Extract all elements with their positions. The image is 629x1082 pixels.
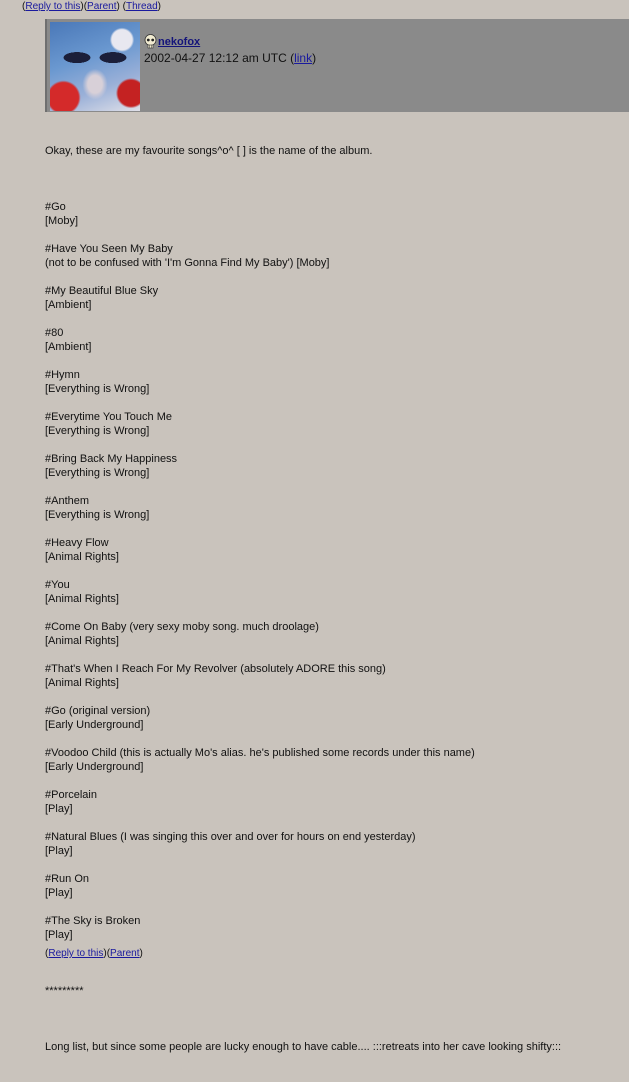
song-list: [45, 200, 625, 942]
song-item: [45, 620, 625, 648]
top-comment-links: (Reply to this)(Parent) (Thread): [22, 1, 161, 12]
song-item: [45, 536, 625, 564]
song-item: [45, 578, 625, 606]
song-item: [45, 830, 625, 858]
song-album: [Play]: [45, 887, 73, 899]
bottom-comment-links: (Reply to this)(Parent): [45, 948, 143, 959]
song-title: #Go (original version): [45, 705, 151, 717]
comment-date: 2002-04-27 12:12 am UTC (link): [144, 51, 317, 65]
parent-link[interactable]: Parent: [87, 1, 117, 12]
song-item: [45, 452, 625, 480]
song-album: [Animal Rights]: [45, 635, 119, 647]
song-title: #Go: [45, 201, 66, 213]
song-title: #Hymn: [45, 369, 80, 381]
song-album: [Moby]: [45, 215, 79, 227]
song-item: [45, 788, 625, 816]
song-title: #You: [45, 579, 70, 591]
song-item: [45, 914, 625, 942]
song-title: #Anthem: [45, 495, 90, 507]
song-item: [45, 704, 625, 732]
song-item: [45, 242, 625, 270]
song-album: [Play]: [45, 803, 73, 815]
song-album: [Early Underground]: [45, 719, 144, 731]
song-item: [45, 326, 625, 354]
song-item: [45, 872, 625, 900]
comment-header: [45, 19, 629, 112]
parent-link-bottom[interactable]: Parent: [110, 948, 140, 959]
song-item: [45, 200, 625, 228]
song-album: [Animal Rights]: [45, 551, 119, 563]
date-text: 2002-04-27 12:12 am UTC: [144, 51, 287, 65]
skull-user-icon[interactable]: [144, 34, 157, 50]
song-album: [Ambient]: [45, 299, 92, 311]
song-title: #80: [45, 327, 64, 339]
song-album: [Everything is Wrong]: [45, 383, 150, 395]
song-album: [Early Underground]: [45, 761, 144, 773]
song-title: #The Sky is Broken: [45, 915, 141, 927]
song-title: #Everytime You Touch Me: [45, 411, 172, 423]
song-item: [45, 410, 625, 438]
song-album: [Play]: [45, 845, 73, 857]
song-title: #Run On: [45, 873, 90, 885]
song-album: [Play]: [45, 929, 73, 941]
reply-link[interactable]: Reply to this: [25, 1, 81, 12]
song-item: [45, 494, 625, 522]
song-title: #Heavy Flow: [45, 537, 109, 549]
song-album: [Ambient]: [45, 341, 92, 353]
song-album: [Animal Rights]: [45, 677, 119, 689]
song-title: #Have You Seen My Baby: [45, 243, 173, 255]
username-link[interactable]: nekofox: [158, 36, 201, 48]
song-title: #My Beautiful Blue Sky: [45, 285, 159, 297]
song-title: #Porcelain: [45, 789, 97, 801]
song-album: [Everything is Wrong]: [45, 425, 150, 437]
thread-link[interactable]: Thread: [125, 1, 158, 12]
song-title: #Bring Back My Happiness: [45, 453, 178, 465]
song-album: [Animal Rights]: [45, 593, 119, 605]
song-title: #That's When I Reach For My Revolver (absolutely ADORE this song): [45, 663, 386, 675]
permalink[interactable]: link: [294, 51, 313, 65]
song-album: (not to be confused with 'I'm Gonna Find My Baby') [Moby]: [45, 257, 330, 269]
song-album: [Everything is Wrong]: [45, 467, 150, 479]
song-item: [45, 284, 625, 312]
closing-text: Long list, but since some people are lucky enough to have cable.... :::retreats into her cave looking shifty:::: [45, 1041, 562, 1053]
song-title: #Natural Blues (I was singing this over and over for hours on end yesterday): [45, 831, 416, 843]
song-title: #Come On Baby (very sexy moby song. much droolage): [45, 621, 319, 633]
song-album: [Everything is Wrong]: [45, 509, 150, 521]
comment-body: [45, 116, 625, 1082]
user-avatar[interactable]: [50, 22, 140, 111]
reply-link-bottom[interactable]: Reply to this: [48, 948, 104, 959]
separator-text: *********: [45, 985, 84, 997]
intro-text: Okay, these are my favourite songs^o^ [ ] is the name of the album.: [45, 145, 373, 157]
song-item: [45, 662, 625, 690]
song-item: [45, 368, 625, 396]
song-item: [45, 746, 625, 774]
song-title: #Voodoo Child (this is actually Mo's alias. he's published some records under this name): [45, 747, 475, 759]
